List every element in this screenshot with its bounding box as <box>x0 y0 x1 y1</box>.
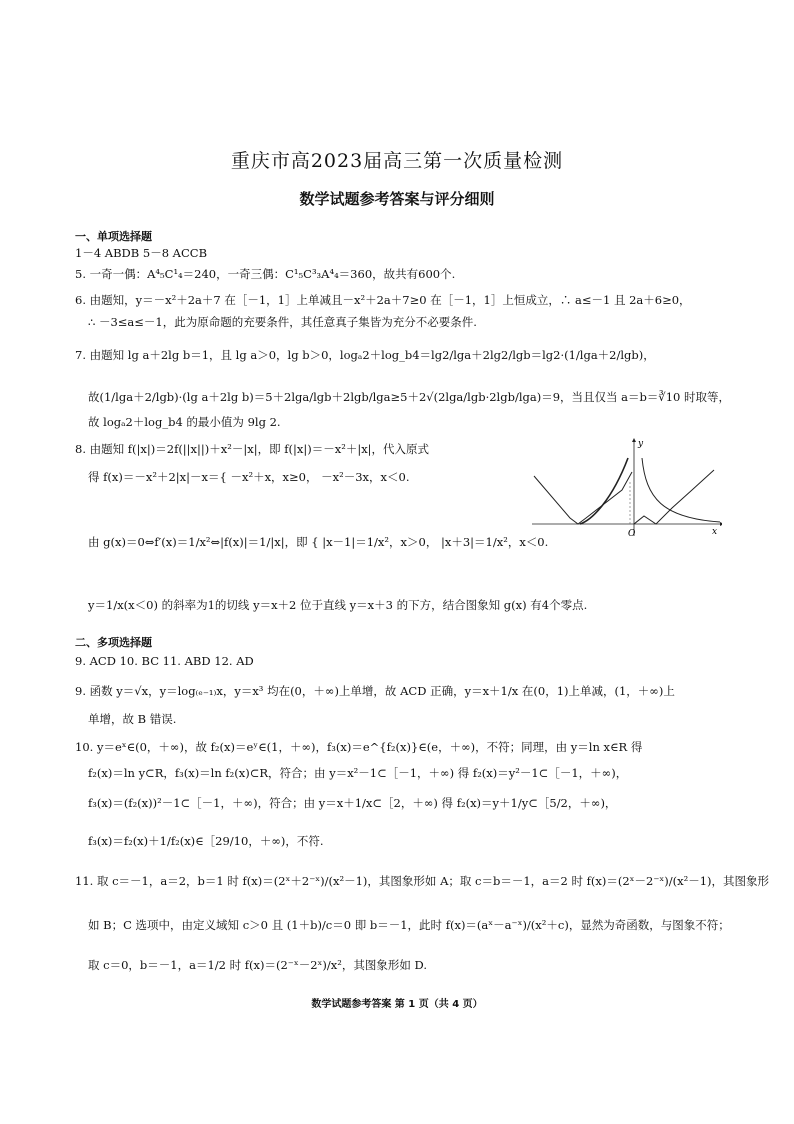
page-subtitle: 数学试题参考答案与评分细则 <box>299 190 495 208</box>
q8-line-2: 得 f(x)＝－x²＋2|x|－x＝{ －x²＋x，x≥0， －x²－3x，x＜0. <box>88 470 410 484</box>
q8-function-graph <box>532 438 722 538</box>
q7-line-3: 故 logₐ2＋log_b4 的最小值为 9lg 2. <box>88 415 281 429</box>
graph-label-o: O <box>628 529 636 538</box>
q9-line-1: 9. 函数 y＝√x，y＝log₍ₑ₋₁₎x，y＝x³ 均在(0，＋∞)上单增，故 ACD 正确，y＝x＋1/x 在(0，1)上单减，(1，＋∞)上 <box>75 684 675 698</box>
answers-1-8: 1－4 ABDB 5－8 ACCB <box>75 246 208 260</box>
q5-solution: 5. 一奇一偶：A⁴₅C¹₄＝240，一奇三偶：C¹₅C³₃A⁴₄＝360，故共有600个. <box>75 267 456 281</box>
section-heading-single-choice: 一、单项选择题 <box>75 230 152 243</box>
q6-line-1: 6. 由题知，y＝－x²＋2a＋7 在［－1，1］上单减且－x²＋2a＋7≥0 在［－1，1］上恒成立，∴ a≤－1 且 2a＋6≥0， <box>75 293 691 307</box>
q11-line-1: 11. 取 c＝－1，a＝2，b＝1 时 f(x)＝(2ˣ＋2⁻ˣ)/(x²－1)，其图象形如 A；取 c＝b＝－1，a＝2 时 f(x)＝(2ˣ－2⁻ˣ)/(x²－1)，其图象形 <box>75 874 770 888</box>
page-title: 重庆市高2023届高三第一次质量检测 <box>230 150 564 172</box>
answers-9-12: 9. ACD 10. BC 11. ABD 12. AD <box>75 654 254 668</box>
graph-reciprocal-curve <box>642 458 720 522</box>
q11-line-2: 如 B；C 选项中，由定义域知 c＞0 且 (1＋b)/c＝0 即 b＝－1，此时 f(x)＝(aˣ－a⁻ˣ)/(x²＋c)，显然为奇函数，与图象不符； <box>88 918 730 932</box>
q6-line-2: ∴ －3≤a≤－1，此为原命题的充要条件，其任意真子集皆为充分不必要条件. <box>88 315 477 329</box>
q11-line-3: 取 c＝0，b＝－1，a＝1/2 时 f(x)＝(2⁻ˣ－2ˣ)/x²，其图象形如 D. <box>88 958 427 972</box>
graph-label-x: x <box>712 527 718 537</box>
q7-line-2: 故(1/lga＋2/lgb)·(lg a＋2lg b)＝5＋2lga/lgb＋2lgb/lga≥5＋2√(2lga/lgb·2lgb/lga)＝9，当且仅当 a＝b＝∛10 时取等， <box>88 390 731 404</box>
q9-line-2: 单增，故 B 错误. <box>88 712 177 726</box>
q8-line-3: 由 g(x)＝0⇔f′(x)＝1/x²⇔|f(x)|＝1/|x|，即 { |x－1|＝1/x²，x＞0， |x＋3|＝1/x²，x＜0. <box>88 535 549 549</box>
graph-abs-curve-left <box>534 472 632 524</box>
section-heading-multiple-choice: 二、多项选择题 <box>75 636 152 649</box>
q10-line-1: 10. y＝eˣ∈(0，＋∞)，故 f₂(x)＝eʸ∈(1，＋∞)，f₃(x)＝e^{f₂(x)}∈(e，＋∞)，不符；同理，由 y＝ln x∈R 得 <box>75 740 643 754</box>
page-footer: 数学试题参考答案 第 1 页（共 4 页） <box>311 999 483 1010</box>
q10-line-3: f₃(x)＝(f₂(x))²－1⊂［－1，＋∞)，符合；由 y＝x＋1/x⊂［2，＋∞) 得 f₂(x)＝y＋1/y⊂［5/2，＋∞)， <box>88 796 617 810</box>
graph-label-y: y <box>638 439 644 449</box>
q10-line-2: f₂(x)＝ln y⊂R，f₃(x)＝ln f₂(x)⊂R，符合；由 y＝x²－1⊂［－1，＋∞) 得 f₂(x)＝y²－1⊂［－1，＋∞)， <box>88 766 628 780</box>
q10-line-4: f₃(x)＝f₂(x)＋1/f₂(x)∈［29/10，＋∞)，不符. <box>88 834 324 848</box>
q8-line-1: 8. 由题知 f(|x|)＝2f(||x||)＋x²－|x|，即 f(|x|)＝－x²＋|x|，代入原式 <box>75 442 430 456</box>
q8-line-4: y＝1/x(x＜0) 的斜率为1的切线 y＝x＋2 位于直线 y＝x＋3 的下方，结合图象知 g(x) 有4个零点. <box>88 598 588 612</box>
q7-line-1: 7. 由题知 lg a＋2lg b＝1，且 lg a＞0，lg b＞0，logₐ2＋log_b4＝lg2/lga＋2lg2/lgb＝lg2·(1/lga＋2/lgb)， <box>75 348 655 362</box>
